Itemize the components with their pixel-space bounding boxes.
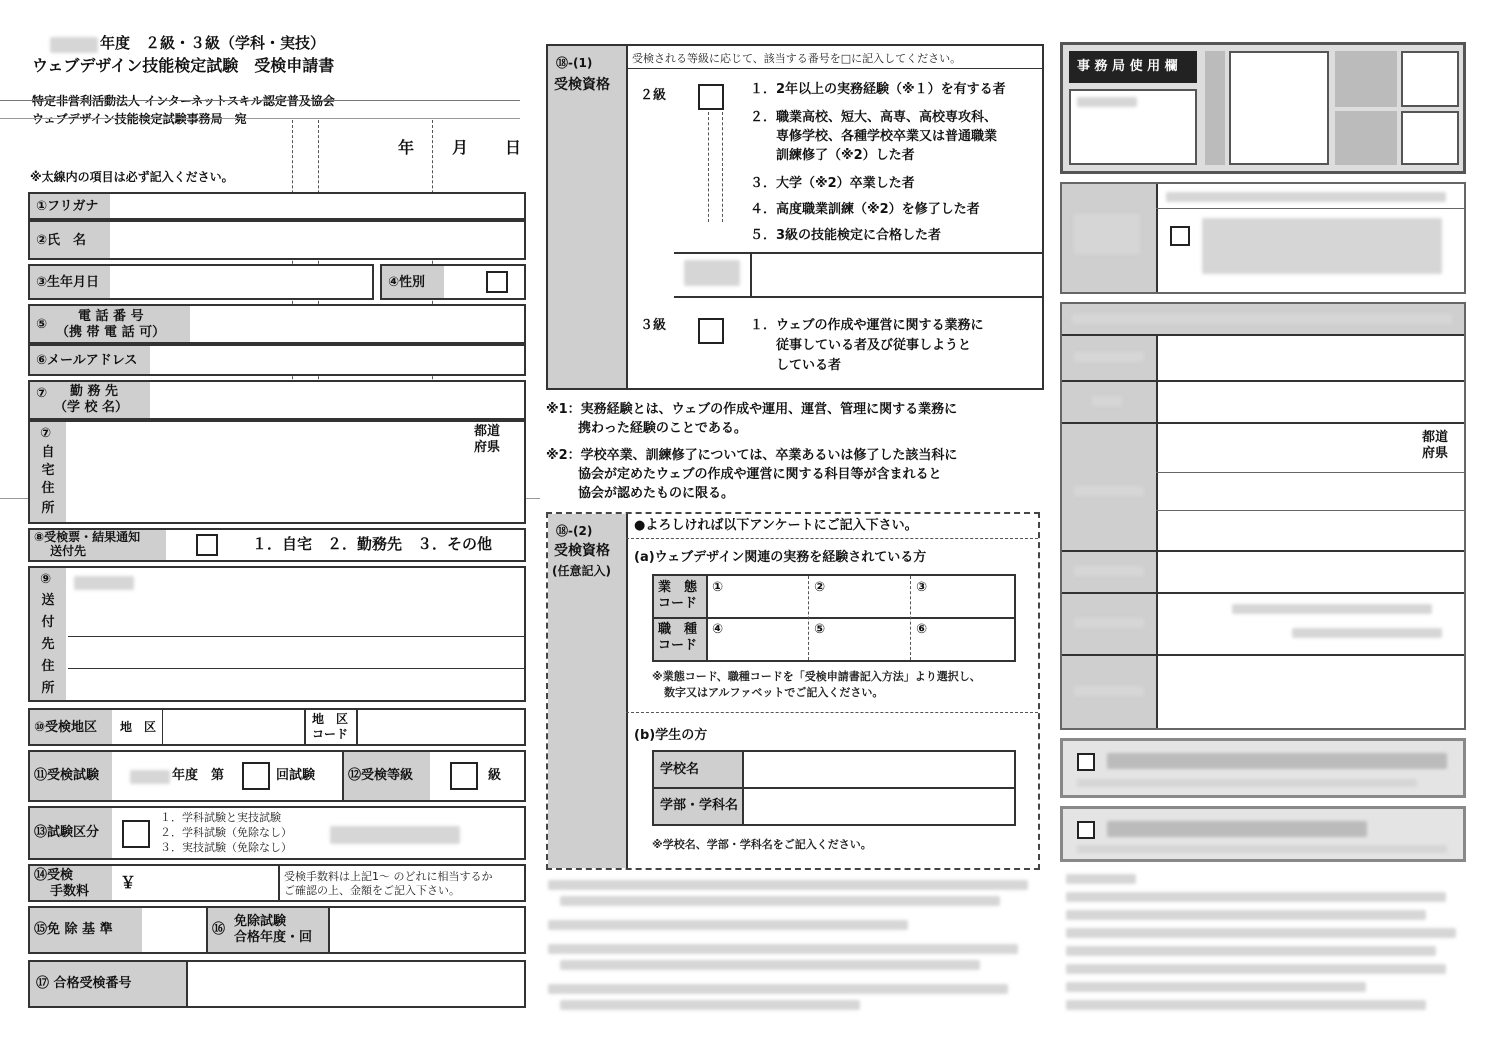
redacted-text: [330, 826, 460, 844]
grade-2-checkbox[interactable]: [698, 84, 724, 110]
divider: [1062, 334, 1464, 336]
office-name: ウェブデザイン技能検定試験事務局 宛: [32, 112, 247, 126]
divider: [1062, 380, 1464, 382]
note-2-cont-2: 協会が認めたものに限る。: [578, 486, 735, 501]
qualification-instructions: 受検される等級に応じて、該当する番号を□に記入してください。: [632, 52, 962, 65]
home-address-char: 住: [41, 481, 55, 496]
job-code-label-2: コード: [658, 638, 698, 653]
divider: [1062, 550, 1464, 552]
home-address-char: 所: [41, 501, 55, 516]
exam-year-label: 年度 第: [172, 768, 225, 783]
pass-number-label: ⑰ 合格受検番号: [36, 976, 132, 991]
grade-3-item: 従事している者及び従事しようと: [750, 338, 972, 353]
fee-input[interactable]: [140, 866, 276, 900]
grade-2-item: 訓練修了（※2）した者: [750, 148, 915, 163]
redacted-text: [1074, 566, 1144, 576]
redacted-text: [1107, 753, 1447, 769]
redacted-text: [548, 920, 908, 930]
redacted-text: [1077, 97, 1137, 107]
home-address-input[interactable]: [70, 422, 470, 522]
right-section-2: [1060, 302, 1466, 730]
note-2-cont: 協会が定めたウェブの作成や運営に関する科目等が含まれると: [578, 467, 942, 482]
right-label-col: [1062, 334, 1156, 728]
office-use-field: [1335, 111, 1397, 165]
redacted-text: [548, 984, 1008, 994]
code-cell-2[interactable]: ②: [814, 580, 826, 595]
divider: [808, 576, 809, 660]
redacted-text: [1074, 352, 1144, 362]
right-checkbox[interactable]: [1170, 226, 1190, 246]
biz-code-label: 業 態: [658, 580, 698, 595]
redacted-text: [1077, 779, 1417, 787]
email-input[interactable]: [154, 346, 524, 374]
grade-3-item: １．ウェブの作成や運営に関する業務に: [750, 318, 984, 333]
redacted-text: [1074, 214, 1140, 254]
home-address-char: 自: [41, 445, 55, 460]
exam-round-input[interactable]: [242, 762, 270, 790]
exempt-year-input[interactable]: [330, 908, 524, 952]
redacted-text: [1066, 964, 1446, 974]
phone-row: [28, 304, 526, 344]
redacted-text: [1232, 604, 1432, 614]
divider: [750, 252, 752, 296]
divider: [626, 712, 1038, 713]
send-to-checkbox[interactable]: [196, 534, 218, 556]
send-address-num: ⑨: [40, 572, 52, 587]
school-note: ※学校名、学部・学科名をご記入ください。: [652, 838, 872, 851]
exempt-year-label: 免除試験: [234, 914, 287, 929]
send-to-label-2: 送付先: [50, 544, 87, 558]
biz-code-label-2: コード: [658, 596, 698, 611]
grade-2-item: ３．大学（※2）卒業した者: [750, 176, 915, 191]
email-row: [28, 344, 526, 376]
code-note: ※業態コード、職種コードを「受検申請書記入方法」より選択し、: [652, 670, 981, 683]
divider: [1156, 472, 1464, 473]
work-label: 勤 務 先: [70, 384, 119, 399]
code-table: [652, 574, 1016, 662]
grade-2-item: 専修学校、各種学校卒業又は普通職業: [750, 129, 998, 144]
redacted-text: [1202, 218, 1442, 274]
right-section-1: [1060, 182, 1466, 294]
divider: [162, 710, 163, 744]
grade-label: ⑫受検等級: [348, 768, 414, 783]
exam-row: [28, 750, 526, 802]
pref-label-bottom: 府県: [474, 440, 501, 455]
office-use-field: [1401, 51, 1459, 107]
category-option-3: ３．実技試験（免除なし）: [160, 841, 292, 854]
category-checkbox[interactable]: [122, 820, 150, 848]
scan-artifact-line: [722, 112, 723, 222]
survey-b-label: (b)学生の方: [634, 728, 708, 743]
redacted-text: [1066, 910, 1426, 920]
page-title: ウェブデザイン技能検定試験 受検申請書: [32, 56, 335, 75]
pass-number-row: [28, 960, 526, 1008]
code-cell-3[interactable]: ③: [916, 580, 928, 595]
code-cell-4[interactable]: ④: [712, 622, 724, 637]
office-use-field: [1401, 111, 1459, 165]
divider: [1156, 184, 1158, 292]
note-2: ※2：学校卒業、訓練修了については、卒業あるいは修了した該当科に: [546, 448, 958, 463]
grade-2-item: ５．3級の技能検定に合格した者: [750, 228, 942, 243]
qualification-1-num: ⑱-(1): [556, 56, 593, 70]
pref-label-top: 都道: [474, 424, 501, 439]
date-month: 月: [452, 138, 469, 157]
exam-round-label: 回試験: [276, 768, 316, 783]
send-to-label: ⑧受検票・結果通知: [34, 530, 141, 544]
divider: [1156, 208, 1464, 209]
furigana-label: ①フリガナ: [36, 199, 99, 214]
scan-artifact-line: [0, 100, 520, 101]
fee-row: [28, 864, 526, 902]
divider: [1062, 592, 1464, 594]
home-address-num: ⑦: [40, 426, 52, 441]
survey-a-label: (a)ウェブデザイン関連の実務を経験されている方: [634, 550, 927, 565]
redacted-year: [130, 770, 170, 784]
category-label: ⑬試験区分: [34, 825, 100, 840]
dept-input[interactable]: [744, 789, 1014, 823]
divider: [1156, 510, 1464, 511]
redacted-text: [1074, 486, 1144, 496]
exam-area-label: ⑩受検地区: [34, 720, 98, 735]
code-cell-5[interactable]: ⑤: [814, 622, 826, 637]
school-label: （学 校 名）: [54, 400, 129, 415]
qualification-2-num: ⑱-(2): [556, 524, 593, 538]
redacted-text: [1066, 874, 1136, 884]
birth-input[interactable]: [114, 266, 372, 298]
redacted-text: [1077, 845, 1447, 853]
grade-2-item: ４．高度職業訓練（※2）を修了した者: [750, 202, 980, 217]
divider: [1156, 334, 1158, 728]
right-notice-checkbox-1[interactable]: [1077, 753, 1095, 771]
divider: [674, 252, 1042, 254]
exempt-input[interactable]: [144, 908, 206, 952]
work-input[interactable]: [154, 382, 524, 418]
redacted-text: [560, 896, 1000, 906]
right-pref-label-2: 府県: [1422, 446, 1449, 461]
gender-row: [380, 264, 526, 300]
phone-num: ⑤: [36, 317, 48, 332]
birth-row: [28, 264, 374, 300]
fee-label: ⑭受検: [34, 868, 74, 883]
right-pref-label: 都道: [1422, 430, 1449, 445]
redacted-year: [50, 37, 98, 53]
name-row: [28, 220, 526, 260]
exam-area-row: [28, 708, 526, 746]
right-notice-2: [1060, 806, 1466, 862]
qualification-2-box: [546, 512, 1040, 870]
redacted-text: [1066, 892, 1446, 902]
grade-unit: 級: [488, 768, 502, 783]
divider: [626, 46, 628, 388]
grade-3-checkbox[interactable]: [698, 318, 724, 344]
name-input[interactable]: [114, 222, 524, 258]
send-address-char: 送: [41, 593, 55, 608]
pass-number-input[interactable]: [188, 962, 524, 1006]
phone-label: 電 話 番 号: [78, 309, 144, 324]
send-address-char: 住: [41, 659, 55, 674]
qualification-1-box: [546, 44, 1044, 390]
redacted-text: [1066, 928, 1456, 938]
redacted-text: [1074, 618, 1144, 628]
survey-intro: ●よろしければ以下アンケートにご記入下さい。: [634, 518, 918, 533]
optional-label: (任意記入): [552, 564, 611, 578]
divider: [654, 617, 1014, 619]
work-row: [28, 380, 526, 420]
office-use-field: [1205, 51, 1225, 165]
redacted-text: [1072, 314, 1452, 324]
area-label: 地 区: [120, 720, 157, 734]
note-1: ※1：実務経験とは、ウェブの作成や運用、運営、管理に関する業務に: [546, 402, 958, 417]
code-cell-6[interactable]: ⑥: [916, 622, 928, 637]
redacted-text: [684, 260, 740, 286]
furigana-input[interactable]: [114, 194, 524, 218]
right-notice-1: [1060, 738, 1466, 798]
phone-input[interactable]: [194, 306, 524, 342]
mobile-label: （携 帯 電 話 可）: [56, 325, 166, 340]
divider: [706, 576, 708, 660]
redacted-text: [1066, 946, 1436, 956]
grade-2-item: １．2年以上の実務経験（※１）を有する者: [750, 82, 1006, 97]
divider: [910, 576, 911, 660]
qualification-1-label: 受検資格: [554, 77, 610, 93]
category-row: [28, 806, 526, 860]
category-option-1: １．学科試験と実技試験: [160, 811, 281, 824]
office-use-field: [1335, 51, 1397, 107]
office-use-field: [1069, 89, 1197, 165]
code-cell-1[interactable]: ①: [712, 580, 724, 595]
area-input[interactable]: [164, 710, 304, 744]
redacted-text: [1092, 396, 1122, 406]
code-note-2: 数字又はアルファベットでご記入ください。: [664, 686, 884, 699]
send-address-char: 所: [41, 681, 55, 696]
redacted-text: [548, 880, 1028, 890]
date-day: 日: [505, 138, 522, 157]
divider: [626, 514, 628, 868]
divider: [674, 296, 1042, 298]
redacted-text: [560, 960, 980, 970]
grade-3-label: ３級: [640, 318, 667, 333]
office-use-header: [1069, 51, 1197, 83]
area-code-input[interactable]: [358, 710, 524, 744]
redacted-text: [1066, 1000, 1426, 1010]
area-code-label: 地 区: [312, 712, 349, 726]
redacted-text: [560, 1000, 860, 1010]
furigana-row: [28, 192, 526, 220]
area-code-label-2: コード: [312, 727, 349, 741]
email-label: ⑥メールアドレス: [36, 353, 138, 368]
divider: [1062, 654, 1464, 656]
send-address-input[interactable]: [70, 568, 524, 700]
home-address-row: [28, 420, 526, 524]
category-option-2: ２．学科試験（免除なし）: [160, 826, 292, 839]
required-note: ※太線内の項目は必ず記入ください。: [30, 170, 234, 184]
date-year: 年: [398, 138, 415, 157]
divider: [1062, 422, 1464, 424]
school-name-label: 学校名: [660, 762, 700, 777]
qualification-2-label: 受検資格: [554, 543, 610, 559]
divider: [278, 866, 280, 900]
grade-3-item: している者: [750, 358, 842, 373]
fee-note: 受検手数料は上記1～ のどれに相当するか: [284, 870, 493, 883]
redacted-text: [548, 944, 1018, 954]
org-name: 特定非営利活動法人 インターネットスキル認定普及協会: [32, 94, 335, 108]
divider: [304, 710, 306, 744]
send-address-char: 付: [41, 615, 55, 630]
office-use-area: [1060, 42, 1466, 174]
office-use-label: 事 務 局 使 用 欄: [1077, 59, 1178, 74]
home-address-char: 宅: [41, 463, 55, 478]
fee-label-2: 手数料: [50, 884, 90, 899]
exempt-year-label-2: 合格年度・回: [234, 930, 313, 945]
school-name-input[interactable]: [744, 752, 1014, 786]
exempt-year-num: ⑯: [212, 922, 226, 937]
scan-artifact-line: [0, 118, 520, 119]
gender-checkbox[interactable]: [486, 271, 508, 293]
redacted-text: [1107, 821, 1367, 837]
school-table: [652, 750, 1016, 826]
redacted-text: [1166, 192, 1446, 202]
dept-label: 学部・学科名: [660, 798, 739, 813]
scan-artifact-line: [708, 112, 709, 222]
redacted-text: [1292, 628, 1442, 638]
header-year-grade: 年度 ２級・３級（学科・実技）: [100, 34, 326, 52]
send-to-row: [28, 528, 526, 562]
birth-label: ③生年月日: [36, 275, 100, 290]
qualification-1-label-cell: [548, 46, 626, 388]
send-address-row: [28, 566, 526, 702]
yen-sign: ￥: [120, 873, 137, 892]
divider: [626, 68, 1042, 69]
work-num: ⑦: [36, 386, 48, 401]
grade-2-item: ２．職業高校、短大、高専、高校専攻科、: [750, 110, 998, 125]
exam-label: ⑪受検試験: [34, 768, 100, 783]
name-label: ②氏 名: [36, 233, 87, 248]
fee-note-2: ご確認の上、金額をご記入下さい。: [284, 884, 460, 897]
grade-input[interactable]: [450, 762, 478, 790]
right-notice-checkbox-2[interactable]: [1077, 821, 1095, 839]
send-to-options: １．自宅 ２．勤務先 ３．その他: [252, 535, 493, 553]
redacted-text: [1074, 686, 1144, 696]
grade-2-label: ２級: [640, 88, 667, 103]
note-1-cont: 携わった経験のことである。: [578, 421, 747, 436]
office-use-field: [1229, 51, 1329, 165]
redacted-text: [1066, 982, 1366, 992]
job-code-label: 職 種: [658, 622, 698, 637]
divider: [626, 538, 1038, 539]
exempt-row: [28, 906, 526, 954]
exempt-label: ⑮免 除 基 準: [34, 922, 113, 937]
gender-label: ④性別: [388, 275, 426, 290]
send-address-char: 先: [41, 637, 55, 652]
